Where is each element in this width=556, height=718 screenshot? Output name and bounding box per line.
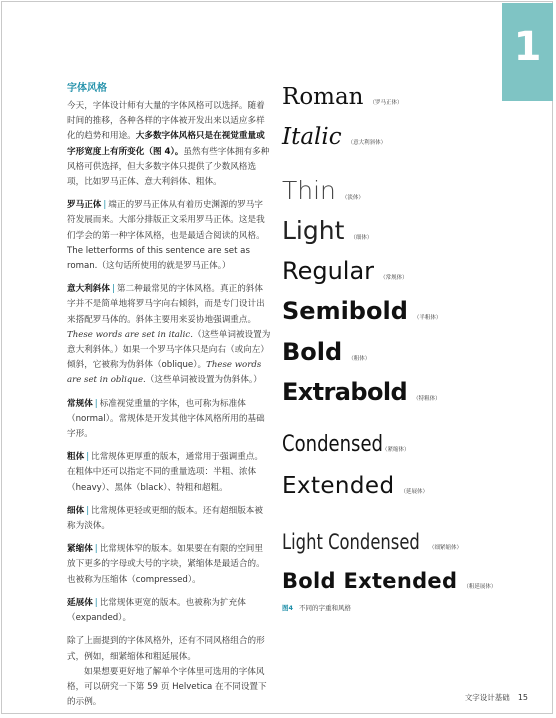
body-text-column — [67, 82, 271, 718]
sample-word: Light — [282, 216, 345, 245]
figure-label: 图4 — [282, 604, 294, 612]
definition-text: 端正的罗马正体从有着历史渊源的罗马字符发展而来。大部分排版正文采用罗马正体。这是我们学会的第一种字体风格，也是最适合阅读的风格。The letterforms of this sentence are set as roman.（这句话所使用的就是罗马正体。） — [67, 200, 265, 272]
definition-text: 第二种最常见的字体风格。真正的斜体字并不是简单地将罗马字向右倾斜，而是专门设计出来搭配罗马体的。斜体主要用来妥协地强调重点。 — [67, 284, 265, 325]
sample-condensed — [282, 432, 410, 457]
definition-term: 粗体 — [67, 452, 85, 463]
term-divider: | — [103, 200, 107, 211]
term-divider: | — [111, 284, 115, 295]
definition-term: 常规体 — [67, 398, 93, 409]
page-footer — [465, 692, 528, 703]
sample-note: （细体） — [350, 235, 373, 241]
chapter-number: 1 — [513, 24, 542, 70]
sample-note: （粗延展体） — [463, 584, 497, 590]
sample-extended — [282, 473, 428, 499]
definition-text: 比常规体窄的版本。如果要在有限的空间里放下更多的字母或大号的字块，紧缩体是最适合的。也被称为压缩体（compressed）。 — [67, 544, 265, 585]
intro-paragraph — [67, 99, 271, 190]
closing-paragraph: 除了上面提到的字体风格外，还有不同风格组合的形式，例如，细紧缩体和粗延展体。 — [67, 636, 265, 662]
sample-note: （淡体） — [341, 195, 364, 201]
sample-light — [282, 216, 372, 245]
term-divider: | — [94, 597, 98, 608]
sample-thin — [282, 176, 364, 205]
sample-word: Extrabold — [282, 378, 408, 406]
definition-term: 延展体 — [67, 597, 93, 608]
sample-note: （延展体） — [400, 489, 428, 495]
sample-word: Italic — [282, 124, 342, 150]
definition-text: （这些单词被设置为伪斜体。） — [145, 375, 262, 386]
sample-word: Extended — [282, 473, 395, 499]
chapter-tab — [502, 3, 553, 101]
term-divider: | — [86, 452, 90, 463]
intro-bold-text: 大多数字体风格只是在视觉重量或字形宽度上有所变化（图 4）。 — [67, 131, 265, 157]
sample-word: Bold — [282, 338, 343, 366]
sample-roman — [282, 84, 403, 110]
definition-condensed — [67, 542, 271, 588]
definition-term: 细体 — [67, 505, 85, 516]
definition-term: 罗马正体 — [67, 200, 102, 211]
sample-extrabold — [282, 378, 441, 406]
sample-light-condensed — [282, 530, 462, 554]
page-number: 15 — [517, 693, 528, 702]
oblique-example: These words are set in oblique. — [67, 360, 262, 386]
sample-note: （罗马正体） — [369, 100, 403, 106]
sample-note: （细紧缩体） — [429, 545, 463, 551]
sample-note: （半粗体） — [413, 315, 442, 321]
term-divider: | — [94, 398, 98, 409]
definition-term: 紧缩体 — [67, 544, 93, 555]
definition-text: 比常规体更厚重的版本，通常用于强调重点。在粗体中还可以指定不同的重量选项：半粗、浓体（heavy）、黑体（black）、特粗和超粗。 — [67, 452, 263, 493]
definition-extended — [67, 596, 271, 626]
intro-text-end: 虽然有些字体拥有多种风格可供选择，但大多数字体只提供了少数风格选项，比如罗马正体、意大利斜体、粗体。 — [67, 146, 270, 188]
definition-text: 标准视觉重量的字体，也可称为标准体（normal）。常规体是开发其他字体风格所用的基础字形。 — [67, 398, 265, 440]
definition-italic — [67, 282, 271, 388]
sample-word: Condensed — [282, 432, 384, 457]
term-divider: | — [86, 505, 90, 516]
closing-paragraph-2: 如果想要更好地了解单个字体里可选用的字体风格，可以研究一下第 59 页 Helvetica 在不同设置下的示例。 — [67, 666, 267, 708]
definition-text: 比常规体更宽的版本。也被称为扩充体（expanded）。 — [67, 597, 246, 624]
definition-term: 意大利斜体 — [67, 284, 110, 295]
sample-note: （特粗体） — [413, 396, 441, 402]
intro-text: 今天，字体设计师有大量的字体风格可以选择。随着时间的推移，各种各样的字体被开发出来以适应多样化的趋势和用途。 — [67, 101, 265, 142]
sample-word: Light Condensed — [282, 530, 420, 554]
sample-bold — [282, 338, 370, 366]
definition-regular — [67, 397, 271, 443]
sample-italic — [282, 124, 386, 150]
figure-caption — [282, 603, 351, 612]
sample-semibold — [282, 297, 441, 325]
sample-bold-extended — [282, 569, 496, 593]
sample-word: Thin — [282, 176, 336, 205]
definition-bold — [67, 450, 271, 496]
sample-note: （意大利斜体） — [347, 140, 387, 146]
sample-regular — [282, 257, 408, 285]
sample-word: Bold Extended — [282, 569, 458, 593]
italic-example: These words are set in italic. — [67, 329, 193, 340]
book-title: 文字设计基础 — [464, 693, 510, 702]
figure-caption-text: 不同的字重和风格 — [299, 604, 352, 612]
definition-light — [67, 504, 271, 534]
sample-word: Semibold — [282, 297, 408, 325]
sample-note: （粗体） — [348, 356, 371, 362]
definition-text: （这些单词被设置为意大利斜体。）如果一个罗马字体只是向右（或向左）倾斜，它被称为伪斜体（oblique）。 — [67, 329, 271, 371]
sample-word: Roman — [282, 84, 364, 110]
term-divider: | — [94, 544, 98, 555]
definition-roman — [67, 198, 271, 274]
sample-note: （常规体） — [380, 275, 408, 281]
definition-text: 比常规体更轻或更细的版本。还有超细版本被称为淡体。 — [67, 505, 263, 532]
sample-word: Regular — [282, 257, 375, 285]
section-heading: 字体风格 — [67, 83, 107, 94]
sample-note: （紧缩体） — [382, 447, 410, 453]
